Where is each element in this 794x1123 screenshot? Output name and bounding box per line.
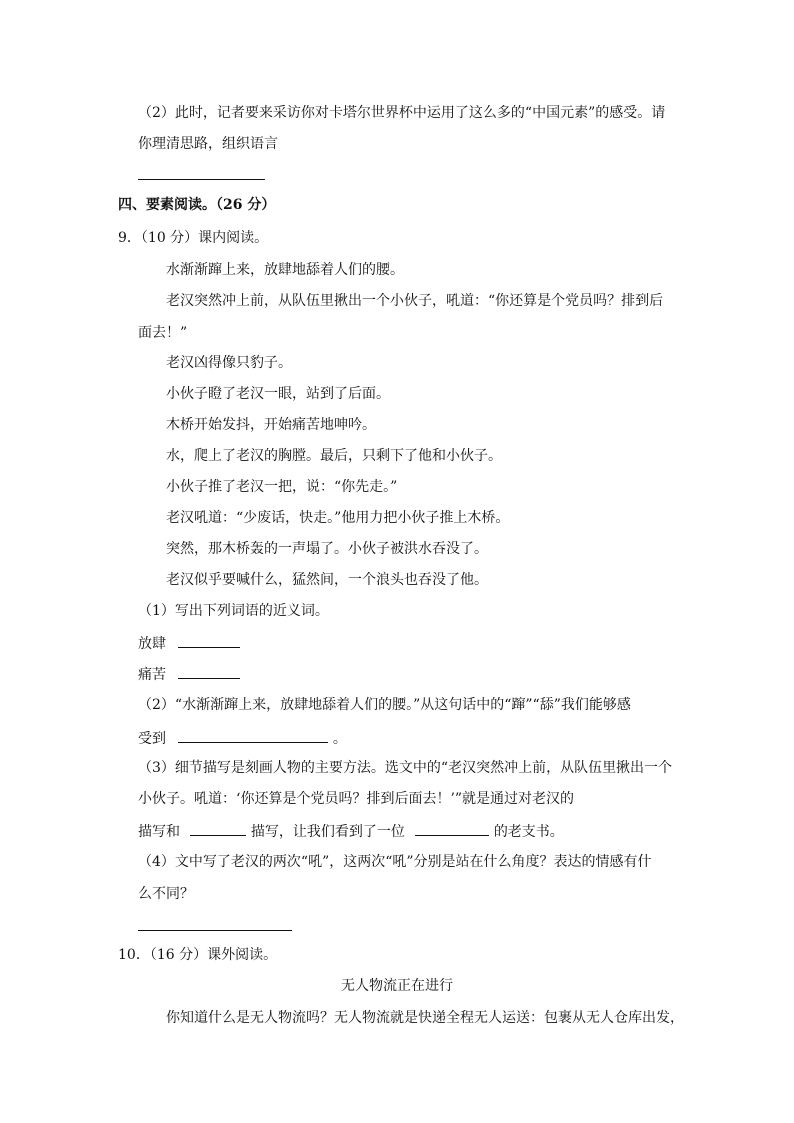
answer-blank[interactable] (178, 633, 240, 648)
q9-part3-text-a: 描写和 (138, 824, 180, 840)
q9-part3-text-c: 的老支书。 (493, 824, 564, 840)
q8-part2-line2: 你理清思路，组织语言 (138, 136, 278, 152)
q8-part2-line1: （2）此时，记者要来采访你对卡塔尔世界杯中运用了这么多的“中国元素”的感受。请 (138, 105, 666, 121)
q9-part2-line2 (138, 728, 347, 748)
synonym-word: 痛苦 (138, 667, 166, 683)
synonym-item (138, 664, 240, 684)
answer-blank[interactable] (415, 821, 489, 836)
q9-part2-suffix: 。 (332, 731, 347, 747)
passage-paragraph: 木桥开始发抖，开始痛苦地呻吟。 (166, 417, 376, 433)
q8-answer-line[interactable] (138, 179, 265, 180)
passage-paragraph: 突然，那木桥轰的一声塌了。小伙子被洪水吞没了。 (166, 541, 488, 557)
article-title: 无人物流正在进行 (341, 978, 453, 994)
synonym-item (138, 633, 240, 653)
article-paragraph: 你知道什么是无人物流吗？无人物流就是快递全程无人运送：包裹从无人仓库出发， (166, 1010, 684, 1026)
section-heading: 四、要素阅读。（26 分） (118, 197, 276, 213)
q9-part3-line2: 小伙子。吼道：‘你还算是个党员吗？排到后面去！’”就是通过对老汉的 (138, 791, 575, 807)
q9-part1-prompt: （1）写出下列词语的近义词。 (138, 603, 329, 619)
passage-paragraph: 小伙子推了老汉一把，说：“你先走。” (166, 479, 398, 495)
passage-paragraph: 老汉凶得像只豹子。 (166, 355, 292, 371)
passage-paragraph: 水渐渐蹿上来，放肆地舔着人们的腰。 (166, 262, 404, 278)
answer-blank[interactable] (190, 821, 246, 836)
synonym-word: 放肆 (138, 636, 166, 652)
q9-part2-line1: （2）“水渐渐蹿上来，放肆地舔着人们的腰。”从这句话中的“蹿”“舔”我们能够感 (138, 697, 631, 713)
q10-header: 10．（16 分）课外阅读。 (118, 947, 278, 963)
passage-paragraph: 老汉似乎要喊什么，猛然间，一个浪头也吞没了他。 (166, 572, 488, 588)
q9-part3-line3 (138, 821, 564, 841)
answer-blank[interactable] (178, 728, 328, 743)
passage-paragraph: 面去！” (138, 325, 188, 341)
q9-header: 9．（10 分）课内阅读。 (118, 230, 269, 246)
passage-paragraph: 小伙子瞪了老汉一眼，站到了后面。 (166, 386, 390, 402)
q9-answer-line[interactable] (138, 930, 292, 931)
passage-paragraph: 老汉吼道：“少废话，快走。”他用力把小伙子推上木桥。 (166, 510, 510, 526)
q9-part4-line2: 么不同？ (138, 886, 194, 902)
q9-part4-line1: （4）文中写了老汉的两次“吼”，这两次“吼”分别是站在什么角度？表达的情感有什 (138, 854, 652, 870)
passage-paragraph: 老汉突然冲上前，从队伍里揪出一个小伙子，吼道：“你还算是个党员吗？排到后 (166, 293, 664, 309)
q9-part3-line1: （3）细节描写是刻画人物的主要方法。选文中的“老汉突然冲上前，从队伍里揪出一个 (138, 760, 673, 776)
q9-part2-prefix: 受到 (138, 731, 166, 747)
q9-part3-text-b: 描写，让我们看到了一位 (250, 824, 405, 840)
passage-paragraph: 水，爬上了老汉的胸膛。最后，只剩下了他和小伙子。 (166, 448, 502, 464)
answer-blank[interactable] (178, 664, 240, 679)
